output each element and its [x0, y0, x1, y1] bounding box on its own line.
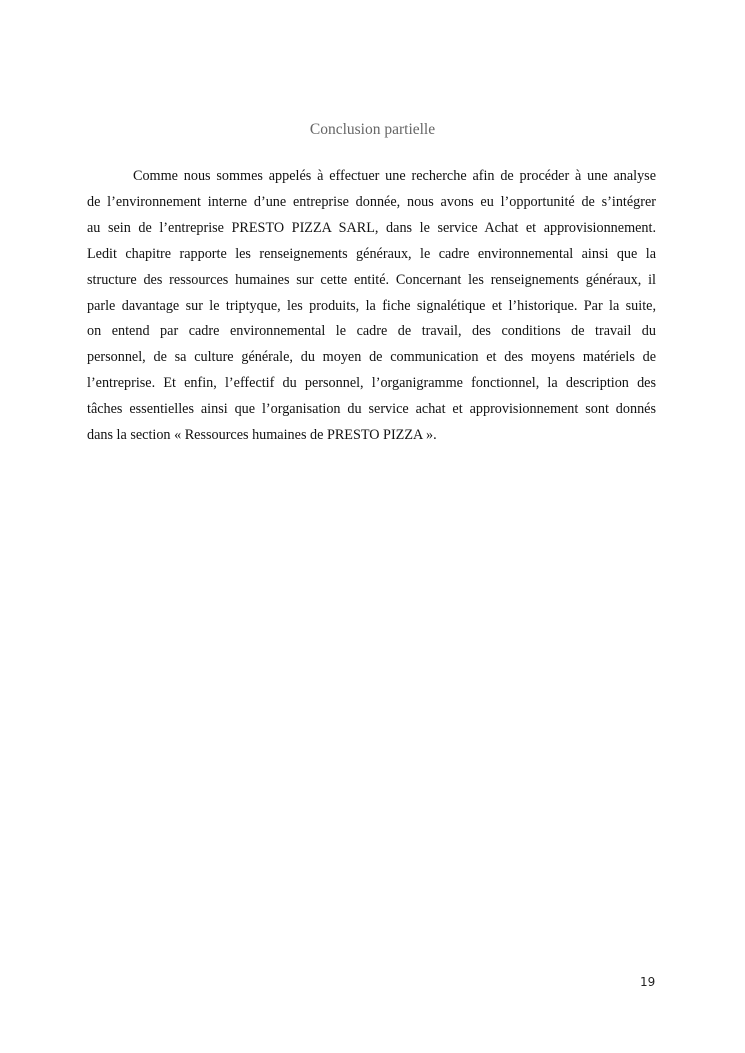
paragraph-line: tâches essentielles ainsi que l’organisation du service achat et approvisionnement sont donnés — [87, 401, 656, 417]
paragraph-line: parle davantage sur le triptyque, les produits, la fiche signalétique et l’historique. Par la suite, — [87, 298, 656, 314]
paragraph-line: l’entreprise. Et enfin, l’effectif du personnel, l’organigramme fonctionnel, la description des — [87, 375, 656, 391]
paragraph-line: structure des ressources humaines sur cette entité. Concernant les renseignements généraux, il — [87, 272, 656, 288]
section-title: Conclusion partielle — [309, 121, 436, 138]
page-number: 19 — [640, 975, 656, 989]
paragraph-line: personnel, de sa culture générale, du moyen de communication et des moyens matériels de — [87, 349, 656, 365]
paragraph-line: Comme nous sommes appelés à effectuer une recherche afin de procéder à une analyse — [133, 168, 656, 184]
paragraph-line: dans la section « Ressources humaines de PRESTO PIZZA ». — [87, 427, 437, 443]
paragraph-line: Ledit chapitre rapporte les renseignements généraux, le cadre environnemental ainsi que la — [87, 246, 656, 262]
paragraph-line: au sein de l’entreprise PRESTO PIZZA SARL, dans le service Achat et approvisionnement. — [87, 220, 656, 236]
paragraph-line: de l’environnement interne d’une entreprise donnée, nous avons eu l’opportunité de s’intégrer — [87, 194, 656, 210]
paragraph-line: on entend par cadre environnemental le cadre de travail, des conditions de travail du — [87, 323, 656, 339]
